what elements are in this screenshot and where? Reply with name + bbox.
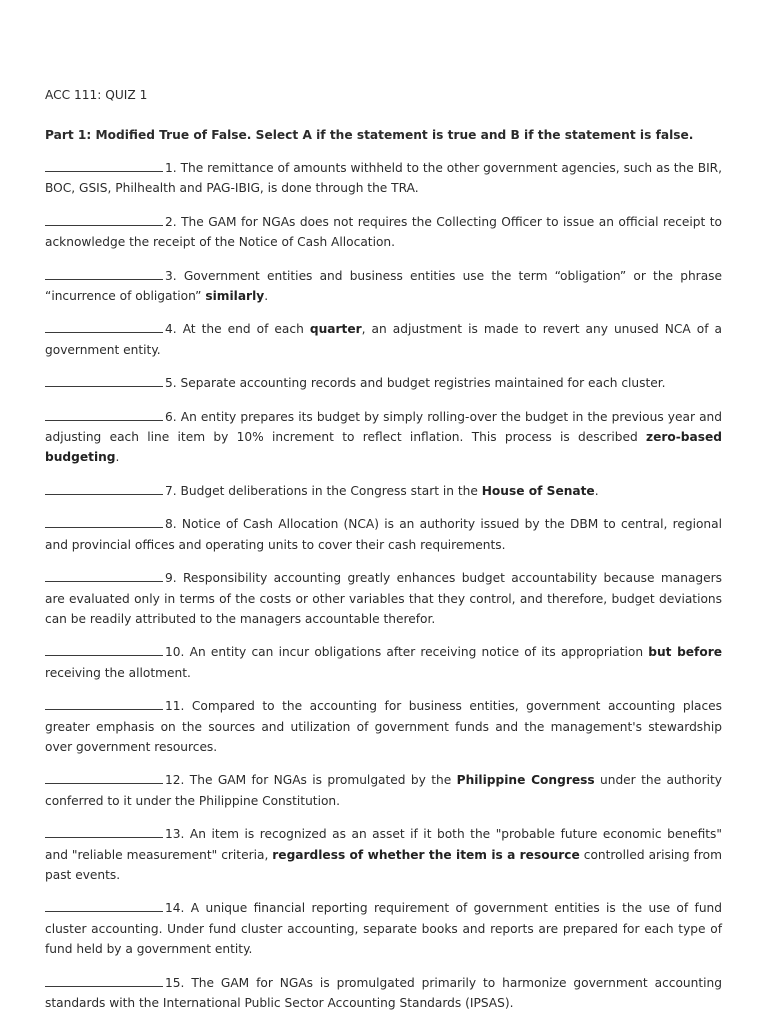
question-number: 3.	[165, 268, 177, 283]
question-number: 15.	[165, 975, 185, 990]
emphasized-text: House of Senate	[481, 483, 595, 498]
question-item	[45, 898, 722, 959]
answer-blank[interactable]	[45, 771, 163, 784]
part-heading: Part 1: Modified True of False. Select A if the statement is true and B if the statement is false.	[45, 128, 694, 142]
question-number: 5.	[165, 376, 177, 391]
question-text: Responsibility accounting greatly enhances budget accountability because managers are evaluated only in terms of the costs or other variables that they control, and therefore, budget deviations can be readily attributed to the managers accountable therefor.	[45, 571, 723, 626]
question-text: receiving the allotment.	[45, 665, 191, 680]
question-text: The GAM for NGAs does not requires the Collecting Officer to issue an official receipt to acknowledge the receipt of the Notice of Cash Allocation.	[45, 214, 723, 250]
question-item	[45, 373, 722, 393]
emphasized-text: quarter	[309, 322, 362, 337]
answer-blank[interactable]	[45, 320, 163, 333]
document-title: ACC 111: QUIZ 1	[45, 88, 148, 102]
question-text: Government entities and business entities use the term “obligation” or the phrase “incurrence of obligation”	[45, 268, 723, 304]
answer-blank[interactable]	[45, 825, 163, 838]
question-number: 14.	[165, 901, 185, 916]
question-item	[45, 514, 722, 555]
question-number: 1.	[165, 161, 177, 175]
question-text: .	[115, 450, 120, 465]
question-item	[45, 770, 722, 811]
question-item	[45, 407, 722, 468]
question-text: Budget deliberations in the Congress start in the	[180, 483, 482, 498]
quiz-document	[45, 86, 722, 1026]
question-text: A unique financial reporting requirement of government entities is the use of fund cluster accounting. Under fund cluster accounting, separate books and reports are prepared for each type of fund held by a government entity.	[45, 901, 723, 957]
question-item	[45, 824, 722, 885]
question-number: 8.	[165, 517, 177, 532]
question-number: 12.	[165, 773, 185, 788]
question-text: .	[264, 289, 269, 304]
question-item	[45, 696, 722, 757]
question-text: under the authority conferred to it under the Philippine Constitution.	[45, 773, 722, 808]
answer-blank[interactable]	[45, 213, 163, 226]
question-number: 6.	[165, 409, 177, 424]
answer-blank[interactable]	[45, 569, 163, 582]
answer-blank[interactable]	[45, 974, 163, 987]
answer-blank[interactable]	[45, 899, 163, 912]
answer-blank[interactable]	[45, 408, 163, 421]
question-item	[45, 266, 722, 307]
question-text: , an adjustment is made to revert any unused NCA of a government entity.	[45, 322, 722, 357]
emphasized-text: similarly	[205, 289, 265, 304]
question-number: 11.	[165, 699, 185, 714]
question-text: An item is recognized as an asset if it both the "probable future economic benefits" and "reliable measurement" criteria,	[45, 827, 722, 862]
question-number: 2.	[165, 214, 177, 229]
answer-blank[interactable]	[45, 515, 163, 528]
question-item	[45, 568, 722, 629]
question-number: 7.	[165, 483, 177, 498]
question-item	[45, 481, 722, 501]
question-text: An entity can incur obligations after receiving notice of its appropriation	[189, 645, 649, 660]
emphasized-text: regardless of whether the item is a resource	[272, 847, 580, 862]
question-text: Separate accounting records and budget registries maintained for each cluster.	[180, 376, 666, 391]
question-item	[45, 973, 722, 1014]
question-item	[45, 642, 722, 683]
emphasized-text: zero-based budgeting	[45, 430, 722, 465]
answer-blank[interactable]	[45, 374, 163, 387]
question-number: 13.	[165, 827, 185, 842]
answer-blank[interactable]	[45, 643, 163, 656]
question-text: The GAM for NGAs is promulgated by the	[189, 773, 457, 788]
question-text: Compared to the accounting for business entities, government accounting places greater emphasis on the sources and utilization of government funds and the management's stewardship over government resources.	[45, 699, 722, 754]
question-number: 9.	[165, 571, 177, 586]
emphasized-text: Philippine Congress	[456, 773, 595, 788]
answer-blank[interactable]	[45, 267, 163, 280]
question-item	[45, 158, 722, 199]
emphasized-text: but before	[648, 645, 723, 660]
question-text: controlled arising from past events.	[45, 847, 722, 882]
answer-blank[interactable]	[45, 482, 163, 495]
question-item	[45, 212, 722, 253]
question-text: The remittance of amounts withheld to the other government agencies, such as the BIR, BOC, GSIS, Philhealth and PAG-IBIG, is done through the TRA.	[45, 161, 723, 196]
question-text: .	[594, 483, 599, 498]
question-text: Notice of Cash Allocation (NCA) is an authority issued by the DBM to central, regional and provincial offices and operating units to cover their cash requirements.	[45, 517, 722, 552]
question-text: The GAM for NGAs is promulgated primarily to harmonize government accounting standards with the International Public Sector Accounting Standards (IPSAS).	[45, 975, 723, 1010]
question-text: An entity prepares its budget by simply rolling-over the budget in the previous year and adjusting each line item by 10% increment to reflect inflation. This process is described	[45, 409, 722, 445]
question-item	[45, 319, 722, 360]
question-text: At the end of each	[182, 322, 310, 337]
question-number: 10.	[165, 645, 185, 660]
answer-blank[interactable]	[45, 697, 163, 710]
answer-blank[interactable]	[45, 159, 163, 172]
question-list	[45, 158, 722, 1013]
question-number: 4.	[165, 322, 177, 337]
